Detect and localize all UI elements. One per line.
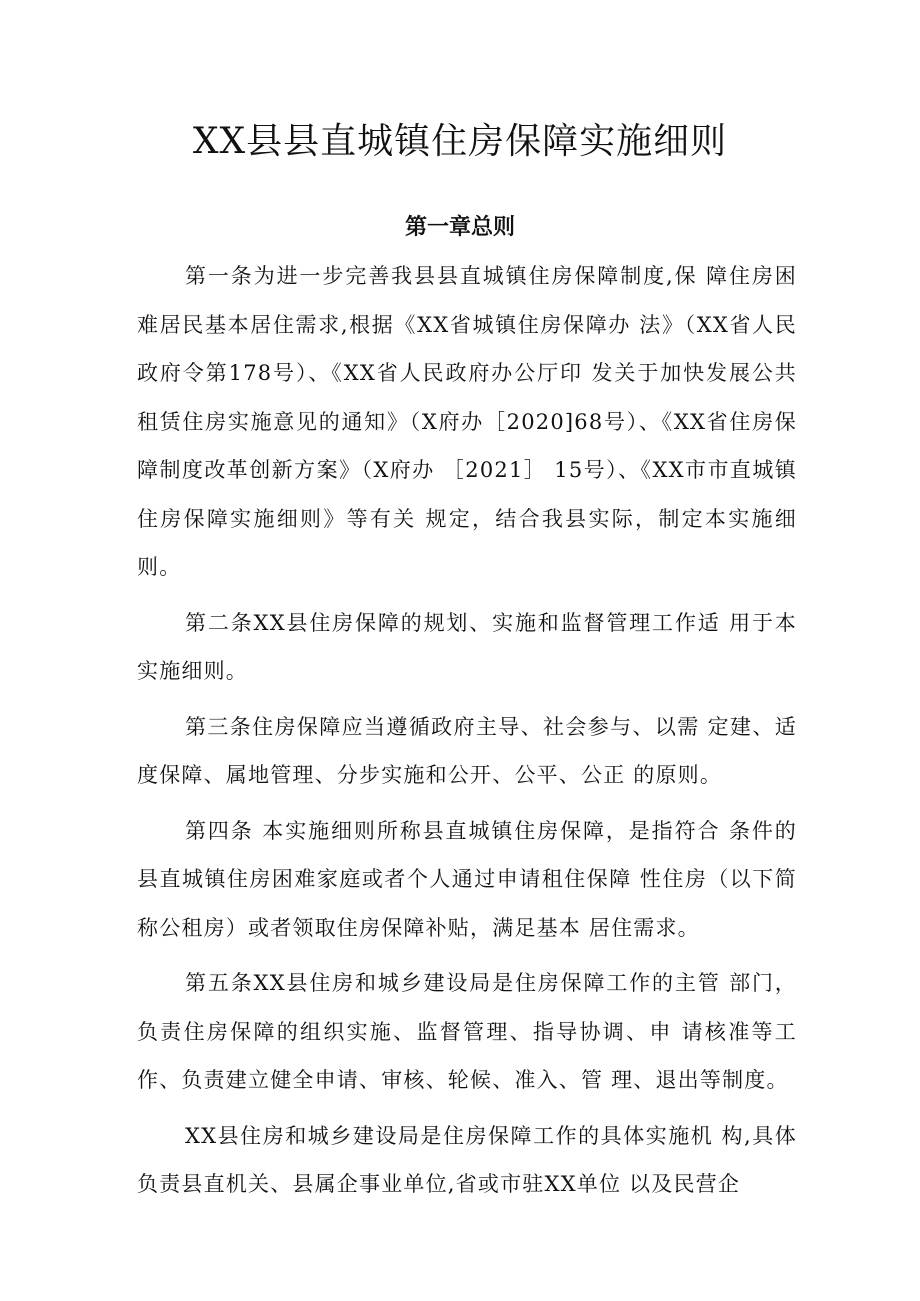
article-4-paragraph: 第四条 本实施细则所称县直城镇住房保障，是指符合 条件的县直城镇住房困难家庭或者个人通过申请租住保障 性住房（以下简称公租房）或者领取住房保障补贴，满足基本 居住需求。 xyxy=(137,818,797,940)
article-5-paragraph: 第五条XX县住房和城乡建设局是住房保障工作的主管 部门，负责住房保障的组织实施、监督管理、指导协调、申 请核准等工作、负责建立健全申请、审核、轮候、准入、管 理、退出等制度。 xyxy=(137,971,797,1092)
article-2-paragraph: 第二条XX县住房保障的规划、实施和监督管理工作适 用于本实施细则。 xyxy=(137,610,797,683)
document-body xyxy=(137,252,797,1216)
document-title: XX县县直城镇住房保障实施细则 xyxy=(192,121,728,162)
article-3-paragraph: 第三条住房保障应当遵循政府主导、社会参与、以需 定建、适度保障、属地管理、分步实施和公开、公平、公正 的原则。 xyxy=(137,714,797,787)
article-1-paragraph: 第一条为进一步完善我县县直城镇住房保障制度,保 障住房困难居民基本居住需求,根据《XX省城镇住房保障办 法》（XX省人民政府令第178号）、《XX省人民政府办公厅印 发关于加快发展公共租赁住房实施意见的通知》（X府办［2020]68号）、《XX省住房保障制度改革创新方案》（X府办 ［2021］ 15号）、《XX市市直城镇住房保障实施细则》等有关 规定，结合我县实际，制定本实施细则。 xyxy=(137,264,797,579)
implementing-agency-paragraph: XX县住房和城乡建设局是住房保障工作的具体实施机 构,具体负责县直机关、县属企事业单位,省或市驻XX单位 以及民营企 xyxy=(137,1123,797,1196)
chapter-title: 第一章总则 xyxy=(404,215,515,240)
